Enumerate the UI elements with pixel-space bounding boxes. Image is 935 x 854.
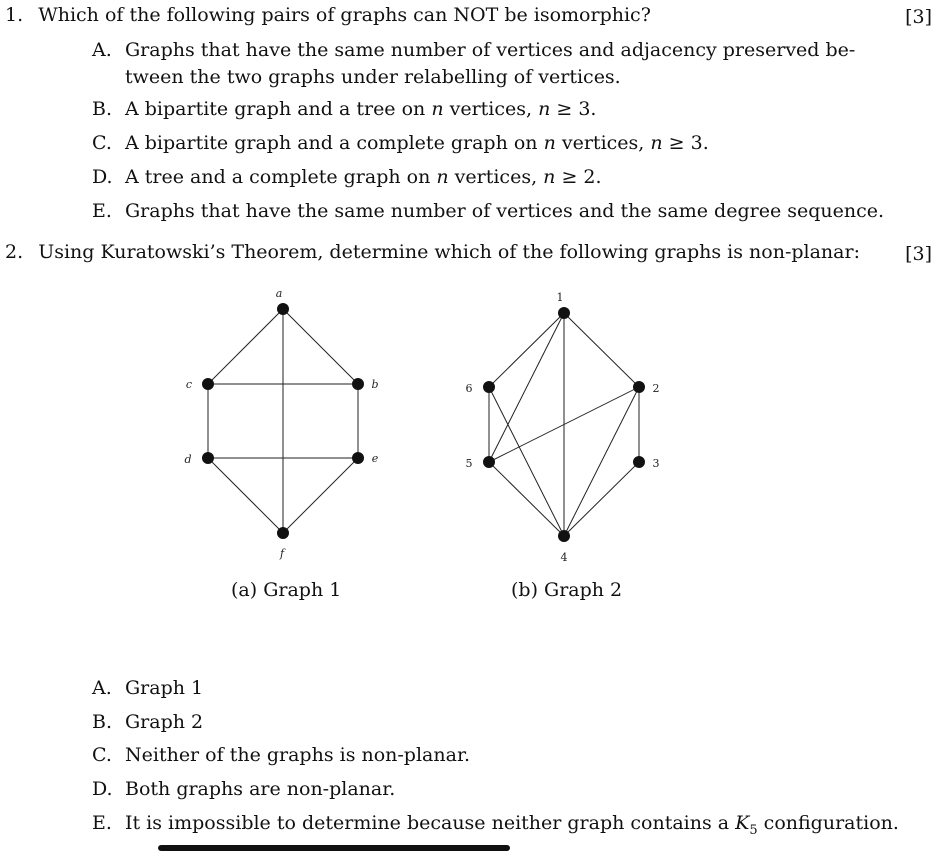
graph-1-vertex-d — [202, 452, 214, 464]
option-label: C. — [92, 132, 112, 154]
option-label: B. — [92, 98, 113, 120]
option-text: It is impossible to determine because neither graph contains a $K_5$ configuration. — [125, 812, 899, 838]
question-1-text: Which of the following pairs of graphs can NOT be isomorphic? — [38, 4, 651, 26]
option-label: B. — [92, 711, 113, 733]
graph-2-vertex-label-6: 6 — [465, 382, 473, 395]
graph-1-vertex-label-d: d — [184, 453, 192, 466]
q2-option-b[interactable] — [92, 713, 203, 732]
graph-2-vertex-4 — [558, 530, 570, 542]
graph-2-edge-2-4 — [564, 387, 639, 536]
graph-1-vertices — [184, 287, 378, 560]
graph-2-vertex-6 — [483, 381, 495, 393]
graph-1-vertex-c — [202, 378, 214, 390]
option-label: E. — [92, 812, 112, 834]
graph-2-edge-1-2 — [564, 313, 639, 387]
question-2-text: Using Kuratowski’s Theorem, determine which of the following graphs is non-planar: — [38, 241, 860, 263]
question-2-number: 2. — [5, 241, 24, 263]
q1-option-a-continuation: tween the two graphs under relabelling of vertices. — [125, 66, 621, 88]
graph-2-vertex-1 — [558, 307, 570, 319]
graph-1-edge-a-b — [283, 309, 358, 384]
option-text: A tree and a complete graph on n vertices, n ≥ 2. — [125, 166, 602, 188]
option-text: Both graphs are non-planar. — [125, 778, 396, 800]
graph-2-caption: (b) Graph 2 — [511, 579, 623, 601]
home-indicator[interactable] — [158, 845, 510, 851]
question-1-number: 1. — [5, 4, 24, 26]
graph-2-vertex-2 — [633, 381, 645, 393]
graph-2-edges — [489, 313, 639, 536]
q2-option-a[interactable] — [92, 679, 203, 698]
graph-1-caption: (a) Graph 1 — [231, 579, 342, 601]
graph-1-edges — [208, 309, 358, 533]
graph-2-vertex-label-3: 3 — [652, 457, 660, 470]
graph-1-vertex-label-a: a — [275, 287, 283, 300]
option-label: D. — [92, 778, 113, 800]
graph-2-vertex-3 — [633, 456, 645, 468]
graph-2-edge-3-4 — [564, 462, 639, 536]
graph-1-vertex-f — [277, 527, 289, 539]
q2-option-e[interactable] — [92, 814, 899, 837]
graph-2-vertex-label-5: 5 — [465, 457, 473, 470]
option-label: D. — [92, 166, 113, 188]
option-text: Graph 1 — [125, 677, 204, 699]
option-label: C. — [92, 744, 112, 766]
option-text: Graphs that have the same number of vertices and adjacency preserved be- — [125, 39, 856, 61]
option-text: A bipartite graph and a tree on n vertices, n ≥ 3. — [125, 98, 597, 120]
graph-1-vertex-a — [277, 303, 289, 315]
graph-1-edge-e-f — [283, 458, 358, 533]
option-text: Graphs that have the same number of vertices and the same degree sequence. — [125, 200, 885, 222]
graph-2-edge-1-5 — [489, 313, 564, 462]
graph-1-vertex-b — [352, 378, 364, 390]
option-label: A. — [92, 39, 112, 61]
graph-2-vertex-label-4: 4 — [560, 551, 568, 564]
graph-2-vertex-label-1: 1 — [556, 291, 564, 304]
option-label: E. — [92, 200, 112, 222]
graph-1-vertex-label-c: c — [185, 378, 193, 391]
q2-option-c[interactable] — [92, 746, 470, 765]
graph-2-vertex-5 — [483, 456, 495, 468]
option-label: A. — [92, 677, 112, 699]
option-text: A bipartite graph and a complete graph on n vertices, n ≥ 3. — [125, 132, 709, 154]
question-1-marks: [3] — [905, 6, 932, 28]
graph-1-edge-d-f — [208, 458, 283, 533]
option-text: Neither of the graphs is non-planar. — [125, 744, 470, 766]
graph-2-edge-1-6 — [489, 313, 564, 387]
graph-1-vertex-label-e: e — [371, 452, 379, 465]
graph-2-edge-6-4 — [489, 387, 564, 536]
graph-1-vertex-label-b: b — [371, 378, 379, 391]
graph-2-edge-5-4 — [489, 462, 564, 536]
graph-2-vertices — [466, 291, 660, 564]
graph-1-vertex-e — [352, 452, 364, 464]
option-text: Graph 2 — [125, 711, 204, 733]
graph-2-vertex-label-2: 2 — [652, 382, 660, 395]
question-2-marks: [3] — [905, 243, 932, 265]
graph-1-vertex-label-f: f — [279, 547, 285, 560]
graph-1-edge-a-c — [208, 309, 283, 384]
q2-option-d[interactable] — [92, 780, 395, 799]
